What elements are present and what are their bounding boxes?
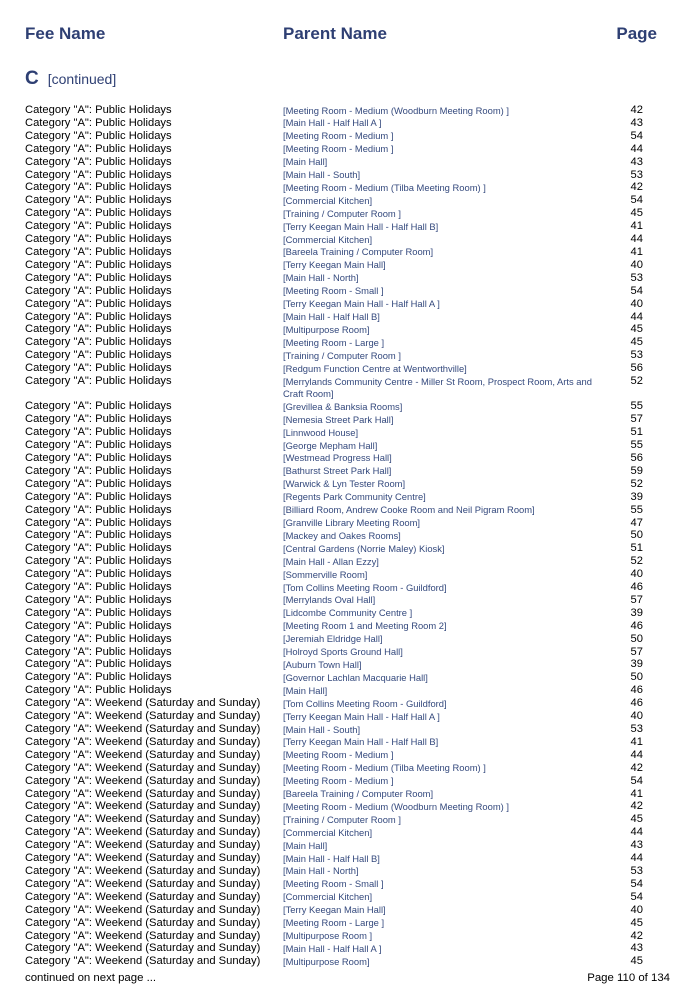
page-ref: 56 <box>630 451 643 464</box>
page-ref: 40 <box>630 568 643 581</box>
page-ref: 44 <box>630 826 643 839</box>
list-item <box>0 233 694 246</box>
list-item <box>0 426 694 439</box>
list-item <box>0 568 694 581</box>
page-ref: 50 <box>630 671 643 684</box>
list-item <box>0 504 694 517</box>
fee-name: Category "A": Weekend (Saturday and Sunday) <box>25 723 261 735</box>
fee-name: Category "A": Public Holidays <box>25 490 172 503</box>
fee-name: Category "A": Public Holidays <box>25 181 172 194</box>
list-item <box>0 143 694 156</box>
page-ref: 42 <box>630 104 643 116</box>
page-ref: 55 <box>630 503 643 516</box>
fee-name: Category "A": Public Holidays <box>25 516 172 529</box>
list-item <box>0 349 694 362</box>
fee-name: Category "A": Public Holidays <box>25 271 172 284</box>
page-ref: 53 <box>630 168 643 181</box>
page-ref: 54 <box>630 774 643 787</box>
list-item <box>0 311 694 324</box>
fee-name: Category "A": Weekend (Saturday and Sunday) <box>25 890 261 903</box>
parent-name-link[interactable]: [Terry Keegan Main Hall - Half Hall B] <box>283 736 439 748</box>
parent-name-link[interactable]: [Bareela Training / Computer Room] <box>283 788 434 800</box>
parent-name-link[interactable]: [Billiard Room, Andrew Cooke Room and Neil Pigram Room] <box>283 504 535 516</box>
list-item <box>0 246 694 259</box>
list-item <box>0 336 694 349</box>
parent-name-link[interactable]: [Meeting Room - Medium (Woodburn Meeting Room) ] <box>283 800 509 812</box>
list-item <box>0 904 694 917</box>
page-ref: 57 <box>630 645 643 658</box>
parent-name-link[interactable]: [Multipurpose Room] <box>283 955 370 967</box>
page-ref: 46 <box>630 619 643 632</box>
fee-name: Category "A": Weekend (Saturday and Sunday) <box>25 813 261 826</box>
page-ref: 51 <box>630 542 643 555</box>
fee-name: Category "A": Public Holidays <box>25 464 172 477</box>
page-ref: 46 <box>630 697 643 710</box>
fee-name: Category "A": Public Holidays <box>25 529 172 542</box>
page-ref: 44 <box>630 233 643 246</box>
fee-name: Category "A": Public Holidays <box>25 297 172 310</box>
fee-name: Category "A": Weekend (Saturday and Sunday) <box>25 916 261 929</box>
page-ref: 42 <box>630 800 643 813</box>
list-item <box>0 839 694 852</box>
list-item <box>0 826 694 839</box>
fee-name: Category "A": Public Holidays <box>25 142 172 155</box>
page-ref: 45 <box>630 916 643 929</box>
parent-name-link[interactable]: [Multipurpose Room] <box>283 323 370 335</box>
list-item <box>0 697 694 710</box>
fee-name: Category "A": Public Holidays <box>25 194 172 207</box>
page-ref: 41 <box>630 787 643 800</box>
parent-name-link[interactable]: [Main Hall - Half Hall A ] <box>283 942 382 954</box>
column-header-page: Page <box>616 24 657 43</box>
page-ref: 40 <box>630 903 643 916</box>
fee-name: Category "A": Public Holidays <box>25 555 172 568</box>
page-ref: 39 <box>630 606 643 619</box>
fee-name: Category "A": Public Holidays <box>25 477 172 490</box>
list-item <box>0 646 694 659</box>
parent-name-link[interactable]: [Terry Keegan Main Hall] <box>283 904 386 916</box>
page-ref: 40 <box>630 710 643 723</box>
parent-name-link[interactable]: [Governor Lachlan Macquarie Hall] <box>283 671 428 683</box>
parent-name-link[interactable]: [Commercial Kitchen] <box>283 891 373 903</box>
page-ref: 53 <box>630 271 643 284</box>
parent-name-link[interactable]: [Main Hall] <box>283 684 328 696</box>
parent-name-link[interactable]: [Terry Keegan Main Hall - Half Hall A ] <box>283 710 440 722</box>
page-ref: 41 <box>630 220 643 233</box>
parent-name-link[interactable]: [Redgum Function Centre at Wentworthville] <box>283 362 467 374</box>
list-item <box>0 749 694 762</box>
page-ref: 41 <box>630 735 643 748</box>
list-item <box>0 465 694 478</box>
section-continued-label: [continued] <box>47 71 117 87</box>
page-ref: 54 <box>630 129 643 142</box>
page-ref: 39 <box>630 490 643 503</box>
list-item <box>0 181 694 194</box>
list-item <box>0 400 694 413</box>
page-ref: 52 <box>630 477 643 490</box>
list-item <box>0 891 694 904</box>
parent-name-link[interactable]: [Mackey and Oakes Rooms] <box>283 529 401 541</box>
list-item <box>0 852 694 865</box>
fee-name: Category "A": Public Holidays <box>25 645 172 658</box>
parent-name-link[interactable]: [Terry Keegan Main Hall - Half Hall A ] <box>283 298 440 310</box>
page-ref: 51 <box>630 426 643 439</box>
fee-name: Category "A": Public Holidays <box>25 155 172 168</box>
list-item <box>0 800 694 813</box>
parent-name-link[interactable]: [Nemesia Street Park Hall] <box>283 413 394 425</box>
fee-name: Category "A": Weekend (Saturday and Sunday) <box>25 800 261 813</box>
list-item <box>0 594 694 607</box>
parent-name-link[interactable]: [Merrylands Oval Hall] <box>283 594 376 606</box>
list-item <box>0 491 694 504</box>
fee-name: Category "A": Public Holidays <box>25 258 172 271</box>
page-ref: 44 <box>630 310 643 323</box>
list-item <box>0 878 694 891</box>
parent-name-link[interactable]: [Main Hall - North] <box>283 272 359 284</box>
fee-name: Category "A": Weekend (Saturday and Sunday) <box>25 826 261 839</box>
parent-name-link[interactable]: [Meeting Room - Large ] <box>283 336 385 348</box>
list-item <box>0 930 694 943</box>
parent-name-link[interactable]: [Main Hall - North] <box>283 865 359 877</box>
list-item <box>0 207 694 220</box>
list-item <box>0 620 694 633</box>
page-ref: 42 <box>630 929 643 942</box>
fee-name: Category "A": Public Holidays <box>25 284 172 297</box>
page-ref: 46 <box>630 684 643 697</box>
parent-name-link[interactable]: [Central Gardens (Norrie Maley) Kiosk] <box>283 542 445 554</box>
column-header-parent-name: Parent Name <box>283 24 387 43</box>
page-ref: 43 <box>630 942 643 955</box>
list-item <box>0 658 694 671</box>
page-ref: 47 <box>630 516 643 529</box>
fee-name: Category "A": Weekend (Saturday and Sunday) <box>25 929 261 942</box>
page-ref: 44 <box>630 852 643 865</box>
fee-name: Category "A": Weekend (Saturday and Sunday) <box>25 877 261 890</box>
parent-name-link[interactable]: [Main Hall - Half Hall A ] <box>283 117 382 129</box>
parent-name-link[interactable]: [Tom Collins Meeting Room - Guildford] <box>283 697 447 709</box>
parent-name-link[interactable]: [Meeting Room - Medium (Tilba Meeting Room) ] <box>283 181 486 193</box>
fee-name: Category "A": Weekend (Saturday and Sunday) <box>25 710 261 723</box>
fee-index-list <box>0 104 694 968</box>
fee-name: Category "A": Public Holidays <box>25 168 172 181</box>
fee-name: Category "A": Public Holidays <box>25 658 172 671</box>
list-item <box>0 942 694 955</box>
list-item <box>0 762 694 775</box>
page-ref: 54 <box>630 284 643 297</box>
list-item <box>0 555 694 568</box>
list-item <box>0 917 694 930</box>
fee-name: Category "A": Weekend (Saturday and Sunday) <box>25 748 261 761</box>
list-item <box>0 529 694 542</box>
fee-name: Category "A": Public Holidays <box>25 362 172 375</box>
list-item <box>0 130 694 143</box>
page-number: Page 110 of 134 <box>587 972 670 984</box>
parent-name-link[interactable]: [Main Hall - South] <box>283 723 361 735</box>
fee-name: Category "A": Public Holidays <box>25 220 172 233</box>
fee-name: Category "A": Weekend (Saturday and Sunday) <box>25 774 261 787</box>
fee-name: Category "A": Public Holidays <box>25 542 172 555</box>
list-item <box>0 220 694 233</box>
list-item <box>0 710 694 723</box>
fee-name: Category "A": Weekend (Saturday and Sunday) <box>25 903 261 916</box>
page-ref: 53 <box>630 349 643 362</box>
page-ref: 46 <box>630 581 643 594</box>
list-item <box>0 272 694 285</box>
section-letter: C <box>25 68 39 89</box>
list-item <box>0 413 694 426</box>
parent-name-link[interactable]: [Auburn Town Hall] <box>283 658 362 670</box>
list-item <box>0 775 694 788</box>
parent-name-link[interactable]: [Main Hall] <box>283 839 328 851</box>
parent-name-link[interactable]: [Main Hall - Allan Ezzy] <box>283 555 379 567</box>
list-item <box>0 684 694 697</box>
column-header-fee-name: Fee Name <box>25 24 106 43</box>
parent-name-link[interactable]: [Meeting Room - Medium (Tilba Meeting Room) ] <box>283 762 486 774</box>
fee-name: Category "A": Public Holidays <box>25 503 172 516</box>
page-ref: 55 <box>630 400 643 413</box>
fee-name: Category "A": Public Holidays <box>25 451 172 464</box>
fee-name: Category "A": Public Holidays <box>25 684 172 697</box>
parent-name-link[interactable]: [Main Hall - South] <box>283 169 361 181</box>
section-heading <box>25 68 116 90</box>
parent-name-link[interactable]: [Multipurpose Room ] <box>283 930 373 941</box>
fee-name: Category "A": Weekend (Saturday and Sunday) <box>25 735 261 748</box>
page-ref: 54 <box>630 877 643 890</box>
page-ref: 55 <box>630 439 643 452</box>
fee-name: Category "A": Public Holidays <box>25 593 172 606</box>
list-item <box>0 955 694 968</box>
fee-name: Category "A": Public Holidays <box>25 129 172 142</box>
list-item <box>0 375 694 400</box>
page-ref: 50 <box>630 632 643 645</box>
page-ref: 44 <box>630 142 643 155</box>
fee-name: Category "A": Public Holidays <box>25 426 172 439</box>
parent-name-link[interactable]: [Meeting Room 1 and Meeting Room 2] <box>283 620 447 632</box>
page-ref: 53 <box>630 723 643 735</box>
page-ref: 53 <box>630 864 643 877</box>
fee-name: Category "A": Public Holidays <box>25 323 172 336</box>
fee-name: Category "A": Weekend (Saturday and Sunday) <box>25 697 261 710</box>
page-ref: 43 <box>630 116 643 129</box>
parent-name-link[interactable]: [Training / Computer Room ] <box>283 349 401 361</box>
fee-name: Category "A": Public Holidays <box>25 439 172 452</box>
page-ref: 45 <box>630 323 643 336</box>
list-item <box>0 259 694 272</box>
parent-name-link[interactable]: [Bathurst Street Park Hall] <box>283 465 392 477</box>
page-ref: 45 <box>630 336 643 349</box>
parent-name-link[interactable]: [Meeting Room - Medium ] <box>283 749 394 761</box>
fee-name: Category "A": Public Holidays <box>25 233 172 246</box>
fee-name: Category "A": Public Holidays <box>25 116 172 129</box>
list-item <box>0 452 694 465</box>
page-ref: 39 <box>630 658 643 671</box>
list-item <box>0 298 694 311</box>
list-item <box>0 607 694 620</box>
page-ref: 43 <box>630 155 643 168</box>
page-ref: 42 <box>630 181 643 194</box>
list-item <box>0 439 694 452</box>
page-ref: 45 <box>630 955 643 968</box>
fee-name: Category "A": Public Holidays <box>25 400 172 413</box>
list-item <box>0 169 694 182</box>
fee-name: Category "A": Public Holidays <box>25 619 172 632</box>
parent-name-link[interactable]: [Meeting Room - Small ] <box>283 878 384 890</box>
page-ref: 43 <box>630 839 643 852</box>
fee-name: Category "A": Weekend (Saturday and Sunday) <box>25 955 261 968</box>
page-ref: 44 <box>630 748 643 761</box>
parent-name-link[interactable]: [Terry Keegan Main Hall] <box>283 259 386 271</box>
parent-name-link[interactable]: [Meeting Room - Medium (Woodburn Meeting Room) ] <box>283 104 509 116</box>
parent-name-link[interactable]: [Granville Library Meeting Room] <box>283 517 421 528</box>
list-item <box>0 723 694 736</box>
parent-name-link[interactable]: [Commercial Kitchen] <box>283 194 373 206</box>
parent-name-link[interactable]: [Lidcombe Community Centre ] <box>283 607 413 619</box>
list-item <box>0 581 694 594</box>
list-item <box>0 156 694 169</box>
parent-name-link[interactable]: [Tom Collins Meeting Room - Guildford] <box>283 581 447 593</box>
parent-name-link[interactable]: [Commercial Kitchen] <box>283 233 373 245</box>
fee-name: Category "A": Public Holidays <box>25 336 172 349</box>
list-item <box>0 633 694 646</box>
fee-name: Category "A": Public Holidays <box>25 310 172 323</box>
list-item <box>0 736 694 749</box>
fee-name: Category "A": Public Holidays <box>25 632 172 645</box>
parent-name-link[interactable]: [Main Hall] <box>283 156 328 168</box>
list-item <box>0 362 694 375</box>
list-item <box>0 323 694 336</box>
parent-name-link[interactable]: [Regents Park Community Centre] <box>283 491 426 503</box>
list-item <box>0 865 694 878</box>
fee-name: Category "A": Public Holidays <box>25 581 172 594</box>
continued-note: continued on next page ... <box>25 972 157 984</box>
fee-name: Category "A": Weekend (Saturday and Sunday) <box>25 839 261 852</box>
page-ref: 56 <box>630 362 643 375</box>
parent-name-link[interactable]: [Warwick & Lyn Tester Room] <box>283 478 406 490</box>
parent-name-link[interactable]: [Jeremiah Eldridge Hall] <box>283 633 383 645</box>
parent-name-link[interactable]: [George Mepham Hall] <box>283 439 378 451</box>
parent-name-link[interactable]: [Meeting Room - Small ] <box>283 285 384 297</box>
page-ref: 41 <box>630 245 643 258</box>
fee-name: Category "A": Public Holidays <box>25 413 172 426</box>
list-item <box>0 671 694 684</box>
page-ref: 57 <box>630 593 643 606</box>
list-item <box>0 285 694 298</box>
page-ref: 52 <box>630 555 643 568</box>
page-ref: 45 <box>630 813 643 826</box>
page-ref: 45 <box>630 207 643 220</box>
list-item <box>0 194 694 207</box>
page-ref: 57 <box>630 413 643 426</box>
page-ref: 40 <box>630 258 643 271</box>
page-ref: 40 <box>630 297 643 310</box>
page-ref: 54 <box>630 194 643 207</box>
list-item <box>0 104 694 117</box>
parent-name-link[interactable]: [Holroyd Sports Ground Hall] <box>283 646 403 658</box>
parent-name-link[interactable]: [Merrylands Community Centre - Miller St Room, Prospect Room, Arts and Craft Room] <box>283 375 592 399</box>
list-item <box>0 117 694 130</box>
fee-name: Category "A": Public Holidays <box>25 375 172 388</box>
fee-name: Category "A": Weekend (Saturday and Sunday) <box>25 852 261 865</box>
parent-name-link[interactable]: [Meeting Room - Medium ] <box>283 775 394 787</box>
parent-name-link[interactable]: [Main Hall - Half Hall B] <box>283 852 380 864</box>
page-ref: 42 <box>630 761 643 774</box>
list-item <box>0 788 694 801</box>
parent-name-link[interactable]: [Training / Computer Room ] <box>283 813 401 825</box>
fee-name: Category "A": Weekend (Saturday and Sunday) <box>25 761 261 774</box>
parent-name-link[interactable]: [Linnwood House] <box>283 426 359 438</box>
fee-name: Category "A": Public Holidays <box>25 671 172 684</box>
list-item <box>0 542 694 555</box>
parent-name-link[interactable]: [Meeting Room - Large ] <box>283 917 385 929</box>
fee-name: Category "A": Weekend (Saturday and Sunday) <box>25 787 261 800</box>
page-ref: 50 <box>630 529 643 542</box>
parent-name-link[interactable]: [Meeting Room - Medium ] <box>283 143 394 155</box>
fee-name: Category "A": Weekend (Saturday and Sunday) <box>25 864 261 877</box>
parent-name-link[interactable]: [Grevillea & Banksia Rooms] <box>283 400 403 412</box>
fee-name: Category "A": Public Holidays <box>25 207 172 220</box>
list-item <box>0 517 694 530</box>
fee-name: Category "A": Public Holidays <box>25 606 172 619</box>
parent-name-link[interactable]: [Westmead Progress Hall] <box>283 452 392 464</box>
list-item <box>0 478 694 491</box>
page-ref: 59 <box>630 464 643 477</box>
parent-name-link[interactable]: [Meeting Room - Medium ] <box>283 130 394 142</box>
parent-name-link[interactable]: [Main Hall - Half Hall B] <box>283 311 380 322</box>
parent-name-link[interactable]: [Bareela Training / Computer Room] <box>283 246 434 258</box>
parent-name-link[interactable]: [Terry Keegan Main Hall - Half Hall B] <box>283 220 439 232</box>
list-item <box>0 813 694 826</box>
parent-name-link[interactable]: [Commercial Kitchen] <box>283 826 373 838</box>
fee-name: Category "A": Weekend (Saturday and Sunday) <box>25 942 261 955</box>
parent-name-link[interactable]: [Training / Computer Room ] <box>283 207 401 219</box>
fee-name: Category "A": Public Holidays <box>25 568 172 581</box>
fee-name: Category "A": Public Holidays <box>25 104 172 116</box>
fee-name: Category "A": Public Holidays <box>25 245 172 258</box>
page-ref: 52 <box>630 375 643 388</box>
page-ref: 54 <box>630 890 643 903</box>
parent-name-link[interactable]: [Sommerville Room] <box>283 568 368 580</box>
fee-name: Category "A": Public Holidays <box>25 349 172 362</box>
